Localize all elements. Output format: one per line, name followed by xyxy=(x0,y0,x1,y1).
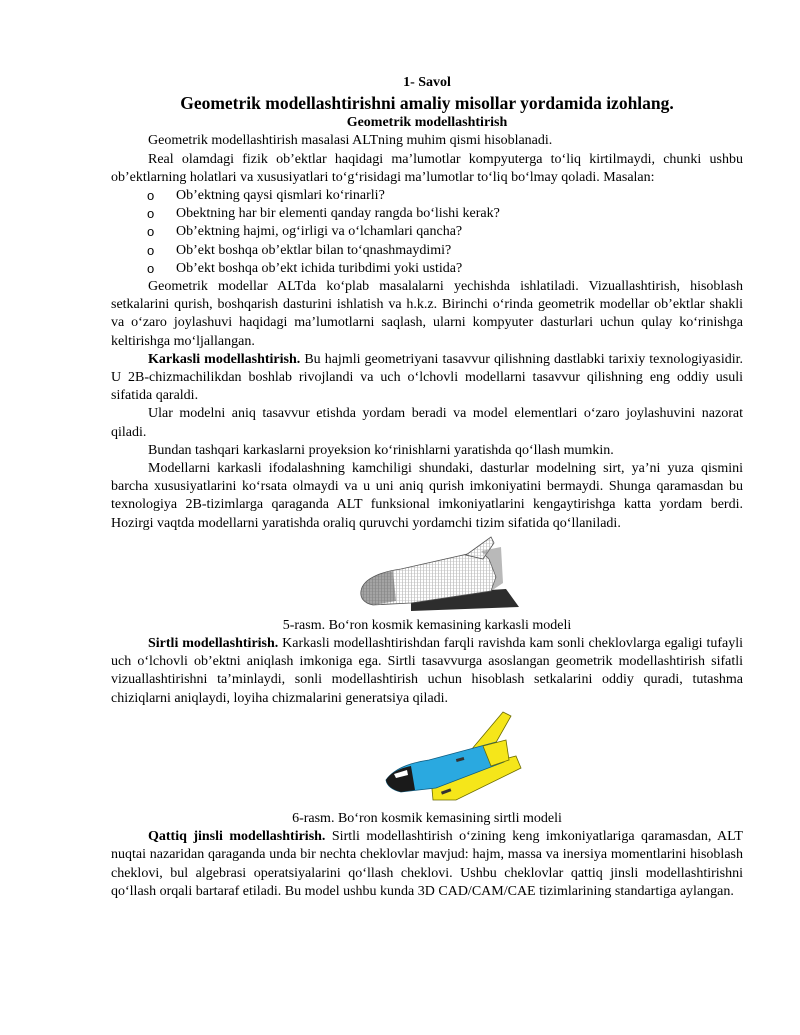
list-item-text: Ob’ekt boshqa ob’ektlar bilan to‘qnashmaydimi? xyxy=(176,242,452,258)
list-item xyxy=(111,187,743,205)
section-title: Geometrik modellashtirish xyxy=(346,115,508,131)
bullet-icon: o xyxy=(147,188,155,204)
paragraph-surface xyxy=(111,635,743,708)
list-item xyxy=(111,260,743,278)
paragraph-solid xyxy=(111,828,743,901)
list-item-text: Ob’ektning hajmi, og‘irligi va o‘lchamlari qancha? xyxy=(176,224,463,240)
bullet-icon: o xyxy=(147,206,155,222)
bullet-icon: o xyxy=(147,260,155,276)
paragraph-projection: Bundan tashqari karkaslarni proyeksion ko‘rinishlarni yaratishda qo‘llash mumkin. xyxy=(148,442,614,458)
question-label: 1- Savol xyxy=(403,75,451,90)
bullet-icon: o xyxy=(147,242,155,258)
bullet-icon: o xyxy=(147,224,155,240)
list-item xyxy=(111,205,743,223)
list-item-text: Obektning har bir elementi qanday rangda bo‘lishi kerak? xyxy=(176,206,500,222)
solid-term: Qattiq jinsli modellashtirish. xyxy=(148,829,326,845)
paragraph-wireframe-help: Ular modelni aniq tasavvur etishda yordam beradi va model elementlari o‘zaro joylashuvini nazorat qiladi. xyxy=(111,406,743,440)
solid-text: Sirtli modellashtirish o‘zining keng imkoniyatlariga qaramasdan, ALT nuqtai nazaridan qaraganda unda bir nechta cheklovlar mavjud: hajm, massa va inersiya momentlarini hisoblash cheklovi, bul algebrasi operatsiyalarini qo‘llash cheklovi. Ushbu cheklovlar qattiq jinsli modellashtirishni qo‘llash orqali bartaraf etiladi. Bu model ushbu kunda 3D CAD/CAM/CAE tizimlarining standartiga aylangan. xyxy=(111,829,743,899)
surface-term: Sirtli modellashtirish. xyxy=(148,636,279,652)
figure-6-caption: 6-rasm. Bo‘ron kosmik kemasining sirtli modeli xyxy=(292,810,562,826)
list-item-text: Ob’ekt boshqa ob’ekt ichida turibdimi yoki ustida? xyxy=(176,260,463,276)
document-page xyxy=(111,74,743,901)
list-item-text: Ob’ektning qaysi qismlari ko‘rinarli? xyxy=(176,188,385,204)
paragraph-wireframe-drawback: Modellarni karkasli ifodalashning kamchiligi shundaki, dasturlar modelning sirt, ya’ni yuza qismini barcha xususiyatlarini ko‘rsata olmaydi va u uni aniq qurish imkoniyatini bermaydi. Shunga qaramasdan bu texnologiya 2B-tizimlarga qaraganda ALT funksional imkoniyatlarini kengaytirishga katta yordam berdi. Hozirgi vaqtda modellarni yaratishda oraliq quruvchi yordamchi tizim sifatida qo‘llaniladi. xyxy=(111,461,743,531)
list-item xyxy=(111,223,743,241)
wireframe-term: Karkasli modellashtirish. xyxy=(148,351,301,367)
wireframe-text: Bu hajmli geometriyani tasavvur qilishning dastlabki tarixiy texnologiyasidir. U 2B-chizmachilikdan boshlab rivojlandi va uch o‘lchovli modellarni tasavvur qilishning eng oddiy usuli sifatida qaraldi. xyxy=(111,351,743,404)
paragraph-geometric-models: Geometrik modellar ALTda ko‘plab masalalarni yechishda ishlatiladi. Vizuallashtirish, hisoblash setkalarini qurish, boshqarish dasturini ishlatish va h.k.z. Birinchi o‘rinda geometrik modellar ob’ektlar shakli va o‘zaro joylashuvi haqidagi ma’lumotlarni saqlash, ularni kompyuter dasturlari uchun qulay ko‘rinishga keltirishga mo‘ljallangan. xyxy=(111,279,743,349)
surface-shuttle-figure xyxy=(111,708,743,810)
paragraph-intro: Geometrik modellashtirish masalasi ALTning muhim qismi hisoblanadi. xyxy=(148,133,553,149)
wireframe-shuttle-figure xyxy=(111,533,743,617)
paragraph-wireframe xyxy=(111,351,743,406)
list-item xyxy=(111,242,743,260)
main-title: Geometrik modellashtirishni amaliy misollar yordamida izohlang. xyxy=(180,93,674,114)
surface-text: Karkasli modellashtirishdan farqli ravishda kam sonli cheklovlarga egaligi tufayli uch o‘lchovli ob’ektni aniqlash imkoniga ega. Sirtli tasavvurga asoslangan geometrik modellashtirish sifatli vizuallashtirishni ta’minlaydi, sonli modellashtirish uchun hisoblash setkalarini oddiy quradi, tutashma chiziqlarni aniqlaydi, loyiha chizmalarini generatsiya qiladi. xyxy=(111,636,743,706)
question-list xyxy=(111,187,743,278)
paragraph-real-world: Real olamdagi fizik ob’ektlar haqidagi ma’lumotlar kompyuterga to‘liq kirtilmaydi, chunki ushbu ob’ektlarning holatlari va xususiyatlari to‘g‘risidagi ma’lumotlar to‘liq bo‘lmay qoladi. Masalan: xyxy=(111,151,743,185)
figure-5-caption: 5-rasm. Bo‘ron kosmik kemasining karkasli modeli xyxy=(282,617,572,633)
